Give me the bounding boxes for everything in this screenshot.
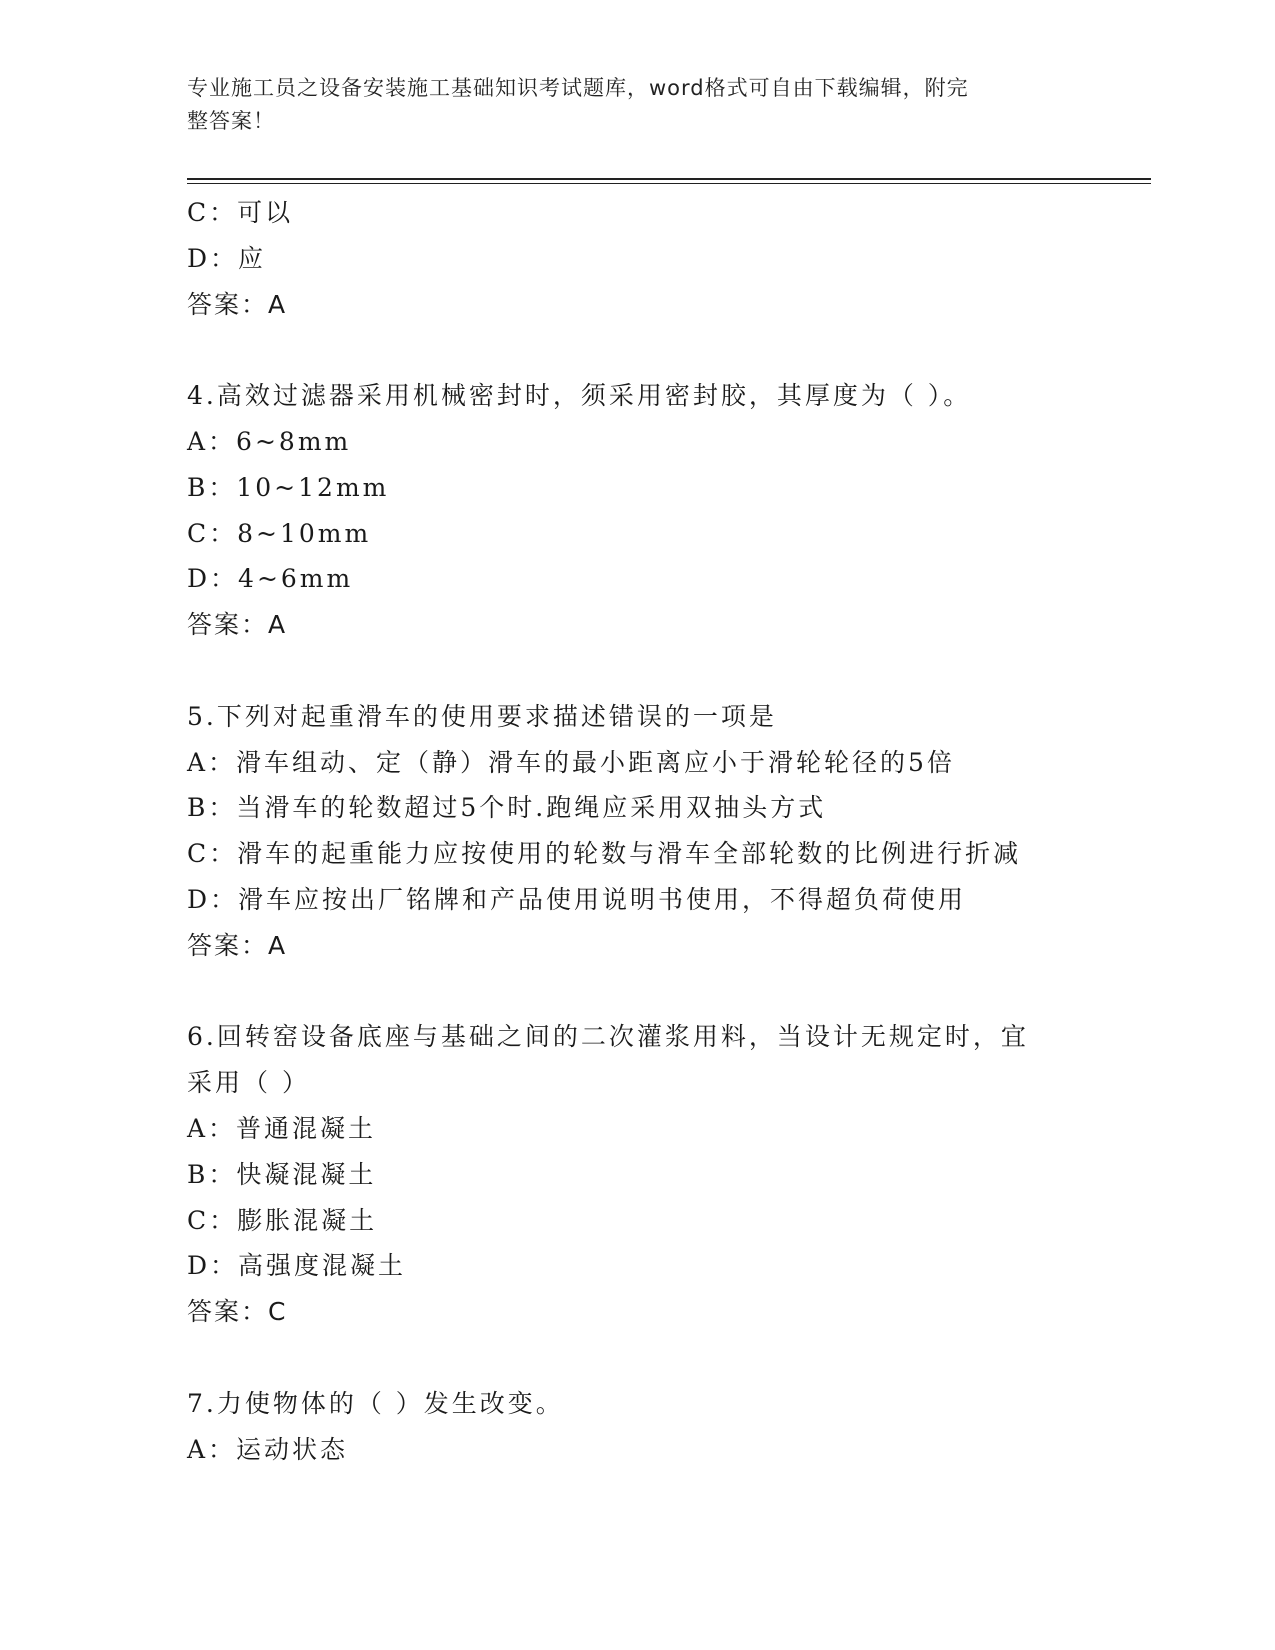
option-c: C：可以: [187, 198, 294, 227]
option-d: D：滑车应按出厂铭牌和产品使用说明书使用，不得超负荷使用: [187, 884, 967, 914]
option-a: A：普通混凝土: [187, 1113, 377, 1143]
header-line-2: 整答案！: [187, 109, 275, 133]
question-list: [187, 190, 1087, 1472]
header-divider-thick: [187, 178, 1151, 180]
spacer: [187, 648, 1087, 694]
option-a: A：运动状态: [187, 1434, 349, 1464]
question-stem-line-2: 采用（ ）: [187, 1068, 310, 1098]
option-c: C：滑车的起重能力应按使用的轮数与滑车全部轮数的比例进行折减: [187, 839, 1022, 869]
spacer: [187, 969, 1087, 1015]
option-c: C：8~10mm: [187, 518, 372, 548]
spacer: [187, 1335, 1087, 1381]
question-stem-line-1: 6.回转窑设备底座与基础之间的二次灌浆用料，当设计无规定时，宜: [187, 1022, 1029, 1052]
option-d: D：高强度混凝土: [187, 1251, 407, 1281]
question-stem: 5.下列对起重滑车的使用要求描述错误的一项是: [187, 701, 777, 731]
option-a: A：滑车组动、定（静）滑车的最小距离应小于滑轮轮径的5倍: [187, 747, 955, 777]
option-b: B：快凝混凝土: [187, 1159, 377, 1189]
option-b: B：当滑车的轮数超过5个时.跑绳应采用双抽头方式: [187, 793, 827, 823]
question-4: [187, 373, 1087, 648]
answer: 答案：A: [187, 289, 288, 319]
answer: 答案：A: [187, 930, 288, 960]
question-7: [187, 1381, 1087, 1473]
header-line-1: 专业施工员之设备安装施工基础知识考试题库，word格式可自由下载编辑，附完: [187, 76, 969, 100]
document-header: [187, 72, 1067, 138]
option-b: B：10~12mm: [187, 472, 390, 502]
option-c: C：膨胀混凝土: [187, 1205, 378, 1235]
header-divider-thin: [187, 183, 1151, 184]
spacer: [187, 327, 1087, 373]
question-stem: 7.力使物体的（ ）发生改变。: [187, 1388, 564, 1418]
option-d: D：应: [187, 243, 267, 273]
answer: 答案：C: [187, 1297, 288, 1327]
question-stem: 4.高效过滤器采用机械密封时，须采用密封胶，其厚度为（ ）。: [187, 381, 972, 411]
option-a: A：6~8mm: [187, 426, 352, 456]
question-6: [187, 1014, 1087, 1335]
question-3-tail: [187, 190, 1087, 327]
option-d: D：4~6mm: [187, 564, 354, 594]
answer: 答案：A: [187, 610, 288, 640]
question-5: [187, 694, 1087, 969]
